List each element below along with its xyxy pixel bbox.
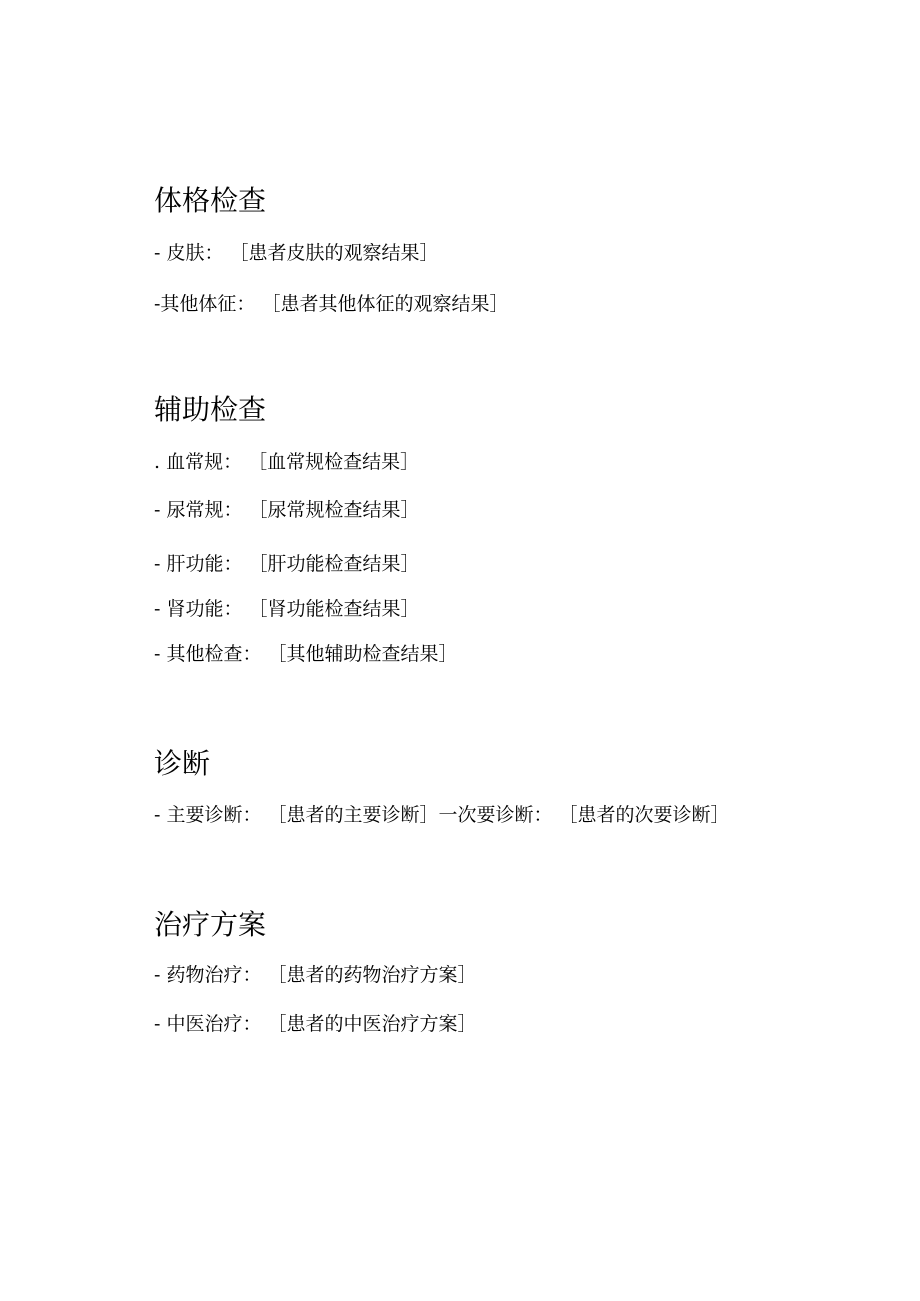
section-title-diagnosis: 诊断: [154, 747, 211, 780]
list-item-tcm-treatment: - 中医治疗： ［患者的中医治疗方案］: [154, 1013, 477, 1035]
list-item-skin: - 皮肤： ［患者皮肤的观察结果］: [154, 242, 439, 264]
list-item-diagnosis: - 主要诊断： ［患者的主要诊断］一次要诊断： ［患者的次要诊断］: [154, 804, 730, 826]
list-item-blood-routine: . 血常规： ［血常规检查结果］: [154, 451, 420, 473]
section-title-physical-exam: 体格检查: [154, 184, 267, 217]
list-item-urine-routine: - 尿常规： ［尿常规检查结果］: [154, 499, 420, 521]
list-item-other-exams: - 其他检查： ［其他辅助检查结果］: [154, 643, 458, 665]
list-item-kidney-function: - 肾功能： ［肾功能检查结果］: [154, 598, 420, 620]
list-item-drug-treatment: - 药物治疗： ［患者的药物治疗方案］: [154, 964, 477, 986]
list-item-liver-function: - 肝功能： ［肝功能检查结果］: [154, 553, 420, 575]
section-title-treatment: 治疗方案: [154, 908, 267, 941]
section-title-auxiliary-exam: 辅助检查: [154, 393, 267, 426]
list-item-other-signs: -其他体征： ［患者其他体征的观察结果］: [154, 293, 509, 315]
